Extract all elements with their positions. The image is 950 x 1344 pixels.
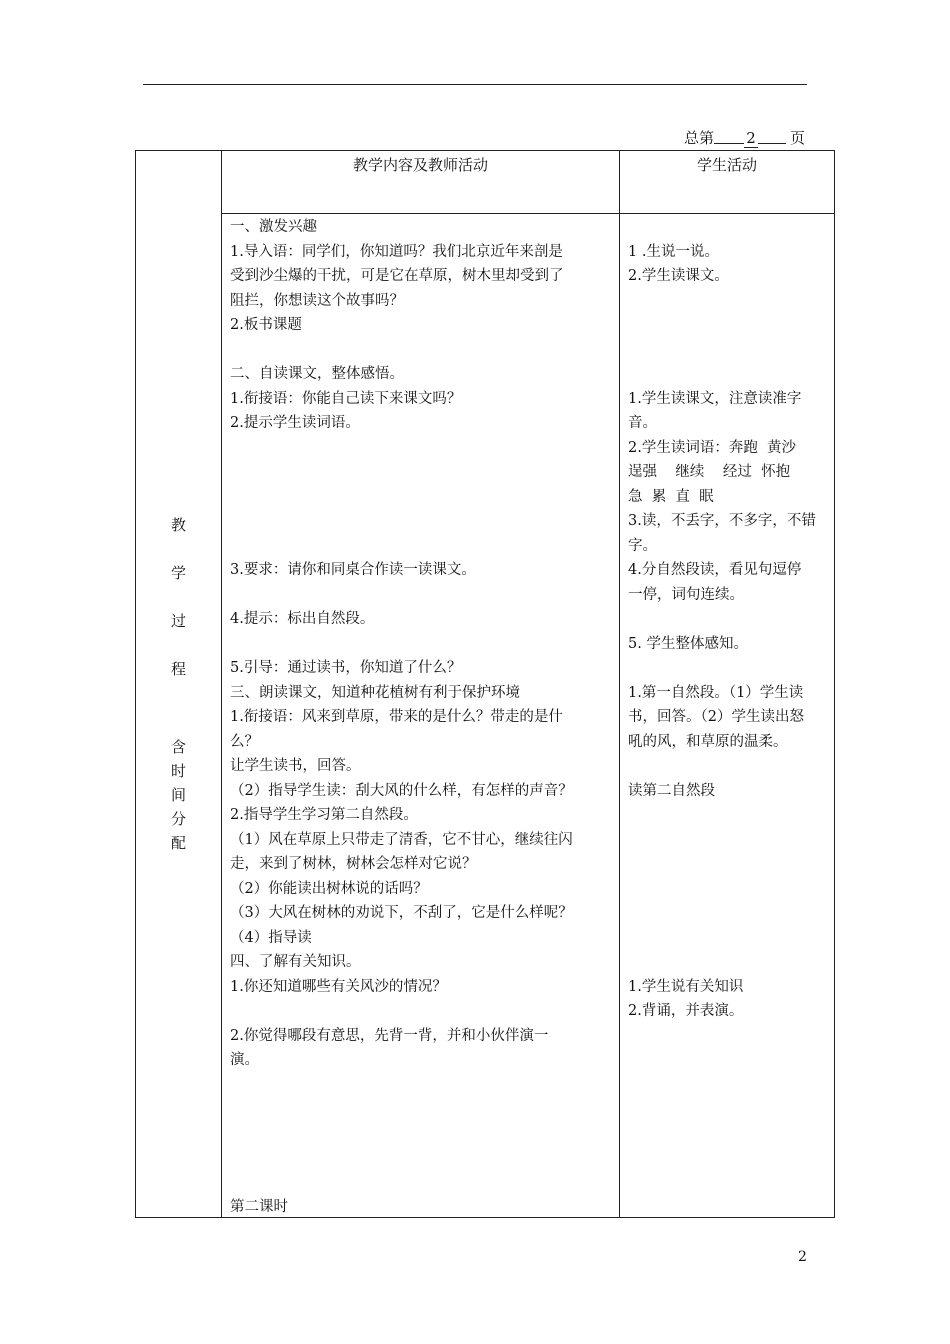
page-total-blank	[714, 129, 744, 144]
side-label-char: 过	[170, 612, 186, 630]
student-line: 1.学生说有关知识	[628, 978, 744, 995]
teacher-line: 演。	[230, 1052, 259, 1068]
student-line: 急 累 直 眠	[628, 488, 714, 505]
blank-line	[230, 632, 618, 657]
student-line: 逞强 继续 经过 怀抱	[628, 464, 791, 480]
lesson-table	[135, 150, 835, 1218]
side-sublabel-char: 配	[170, 834, 186, 852]
teacher-line: 一、激发兴趣	[230, 219, 317, 235]
side-sublabel-char: 分	[170, 810, 186, 828]
teacher-activity-content	[230, 215, 618, 1220]
blank-line	[230, 1097, 618, 1122]
student-line: 音。	[628, 415, 657, 431]
blank-line	[628, 215, 833, 240]
side-label-char: 学	[170, 564, 186, 582]
table-divider	[221, 151, 222, 1217]
page-total-number: 2	[744, 129, 758, 148]
teacher-line: 阻拦，你想读这个故事吗？	[230, 292, 404, 309]
student-line: 3.读，不丢字，不多字，不错	[628, 513, 816, 529]
teacher-line: 1.衔接语：你能自己读下来课文吗？	[230, 390, 462, 407]
teacher-line: 受到沙尘爆的干扰，可是它在草原，树木里却受到了	[230, 268, 564, 284]
student-line: 1.学生读课文，注意读准字	[628, 390, 802, 407]
teacher-line: 5.引导：通过读书，你知道了什么？	[230, 660, 462, 676]
teacher-line: 2.指导学生学习第二自然段。	[230, 807, 418, 823]
teacher-line: （2）你能读出树林说的话吗？	[230, 880, 428, 897]
student-line: 书，回答。（2）学生读出怒	[628, 709, 804, 725]
teacher-line: 走，来到了树林，树林会怎样对它说？	[230, 856, 477, 872]
student-line: 字。	[628, 537, 657, 554]
student-activity-content	[628, 215, 833, 1024]
teacher-line: 1.你还知道哪些有关风沙的情况？	[230, 978, 447, 995]
blank-line	[230, 534, 618, 559]
teacher-line: 1.衔接语：风来到草原，带来的是什么？带走的是什	[230, 709, 563, 725]
blank-line	[628, 313, 833, 338]
teacher-line: （3）大风在树林的劝说下，不刮了，它是什么样呢？	[230, 905, 573, 921]
teacher-line: 让学生读书，回答。	[230, 758, 361, 774]
blank-line	[230, 1146, 618, 1171]
page-total-blank	[758, 129, 786, 144]
teacher-line: （1）风在草原上只带走了清香，它不甘心，继续往闪	[230, 831, 573, 848]
student-column-header: 学生活动	[696, 156, 757, 174]
student-line: 一停，词句连续。	[628, 586, 744, 603]
blank-line	[230, 999, 618, 1024]
blank-line	[628, 656, 833, 681]
student-line: 2.背诵，并表演。	[628, 1003, 744, 1019]
blank-line	[628, 362, 833, 387]
blank-line	[628, 926, 833, 951]
teacher-line: 2.你觉得哪段有意思，先背一背，并和小伙伴演一	[230, 1027, 549, 1044]
blank-line	[628, 289, 833, 314]
teacher-line: 第二课时	[230, 1199, 288, 1215]
teacher-line: 3.要求：请你和同桌合作读一读课文。	[230, 562, 476, 578]
teacher-line: 么？	[230, 733, 259, 750]
teacher-line: 2.板书课题	[230, 317, 302, 333]
side-label	[136, 501, 221, 693]
blank-line	[628, 803, 833, 828]
teacher-line: 1.导入语：同学们，你知道吗？我们北京近年来剖是	[230, 243, 563, 260]
student-line: 2.学生读课文。	[628, 268, 729, 284]
blank-line	[628, 828, 833, 853]
student-line: 吼的风，和草原的温柔。	[628, 733, 788, 750]
blank-line	[230, 583, 618, 608]
blank-line	[230, 460, 618, 485]
teacher-line: （2）指导学生读：刮大风的什么样，有怎样的声音？	[230, 782, 573, 799]
side-label-char: 教	[170, 516, 186, 534]
blank-line	[230, 485, 618, 510]
blank-line	[628, 852, 833, 877]
student-line: 1 .生说一说。	[628, 243, 719, 260]
blank-line	[230, 1122, 618, 1147]
side-sublabel-char: 时	[170, 762, 186, 780]
teacher-column-header: 教学内容及教师活动	[352, 156, 488, 174]
teacher-line: 4.提示：标出自然段。	[230, 611, 375, 627]
teacher-line: 2.提示学生读词语。	[230, 415, 360, 431]
teacher-line: 四、了解有关知识。	[230, 954, 361, 970]
student-line: 读第二自然段	[628, 782, 715, 799]
table-divider	[619, 151, 620, 1217]
teacher-line: 二、自读课文，整体感悟。	[230, 366, 404, 382]
side-sublabel-char: 间	[170, 786, 186, 804]
blank-line	[628, 950, 833, 975]
blank-line	[230, 436, 618, 461]
blank-line	[230, 1073, 618, 1098]
blank-line	[628, 754, 833, 779]
side-sublabel-char: 含	[170, 738, 186, 756]
blank-line	[628, 877, 833, 902]
header-rule	[143, 84, 807, 85]
side-sublabel	[136, 735, 221, 855]
student-line: 1.第一自然段。（1）学生读	[628, 684, 804, 701]
page-number: 2	[798, 1249, 807, 1265]
side-label-char: 程	[170, 660, 186, 678]
blank-line	[628, 607, 833, 632]
blank-line	[230, 1171, 618, 1196]
blank-line	[628, 901, 833, 926]
teacher-line: （4）指导读	[230, 929, 312, 946]
blank-line	[230, 338, 618, 363]
student-line: 2.学生读词语：奔跑 黄沙	[628, 439, 797, 456]
page-total-suffix: 页	[789, 129, 805, 147]
teacher-line: 三、朗读课文，知道种花植树有利于保护环境	[230, 684, 520, 701]
page-total-prefix: 总第	[683, 129, 714, 147]
student-line: 4.分自然段读，看见句逗停	[628, 562, 802, 578]
student-line: 5. 学生整体感知。	[628, 635, 748, 652]
page-total-label	[684, 127, 805, 148]
blank-line	[230, 509, 618, 534]
blank-line	[628, 338, 833, 363]
